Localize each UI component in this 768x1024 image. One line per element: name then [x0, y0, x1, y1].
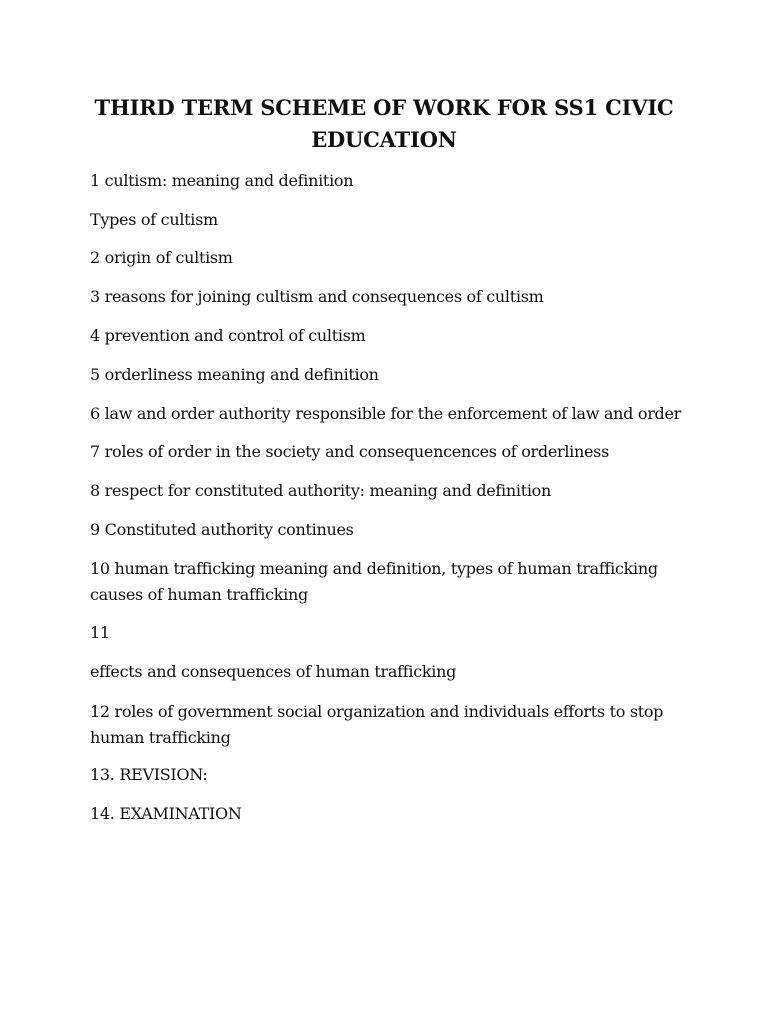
scheme-line: 12 roles of government social organization and individuals efforts to stop human trafficking	[90, 702, 664, 747]
scheme-line: effects and consequences of human trafficking	[90, 662, 457, 681]
scheme-line: 9 Constituted authority continues	[90, 520, 354, 539]
scheme-line: Types of cultism	[90, 210, 218, 229]
scheme-line: 1 cultism: meaning and definition	[90, 171, 354, 190]
scheme-line: 3 reasons for joining cultism and consequences of cultism	[90, 287, 544, 306]
scheme-line: 11	[90, 623, 110, 642]
scheme-line: 7 roles of order in the society and consequencences of orderliness	[90, 442, 609, 461]
document-title: THIRD TERM SCHEME OF WORK FOR SS1 CIVIC EDUCATION	[94, 95, 674, 152]
scheme-line: 6 law and order authority responsible for the enforcement of law and order	[90, 404, 682, 423]
scheme-line: 4 prevention and control of cultism	[90, 326, 366, 345]
scheme-line: 14. EXAMINATION	[90, 804, 242, 823]
scheme-line: 10 human trafficking meaning and definition, types of human trafficking causes of human trafficking	[90, 559, 658, 604]
scheme-line: 8 respect for constituted authority: meaning and definition	[90, 481, 551, 500]
scheme-line: 2 origin of cultism	[90, 248, 233, 267]
scheme-line: 5 orderliness meaning and definition	[90, 365, 379, 384]
scheme-line: 13. REVISION:	[90, 765, 208, 784]
